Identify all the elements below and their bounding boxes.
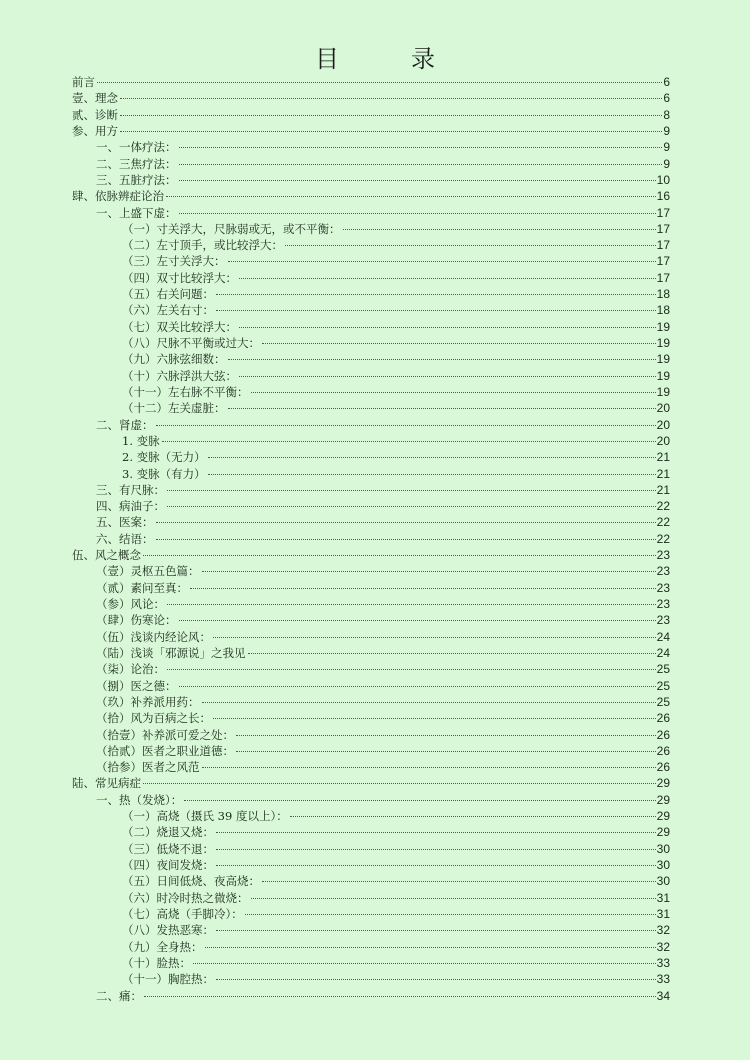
toc-entry-page-number: 19 [656,384,670,399]
toc-entry-page-number: 25 [656,678,670,693]
toc-entry-page-number: 22 [656,515,670,530]
toc-entry-page-number: 23 [656,548,670,563]
toc-entry-page-number: 6 [663,91,670,106]
toc-entry[interactable] [72,221,670,237]
toc-entry-page-number: 31 [656,890,670,905]
dot-leader [216,832,656,833]
toc-entry[interactable] [72,922,670,938]
toc-entry[interactable] [72,270,670,286]
toc-entry-label: 前言 [72,75,95,89]
dot-leader [236,751,656,752]
toc-entry[interactable] [72,237,670,253]
toc-entry[interactable] [72,449,670,465]
toc-entry-label: （十）六脉浮洪大弦： [122,368,237,383]
toc-entry-page-number: 30 [656,858,670,872]
toc-entry-label: （十）脸热： [122,955,191,970]
toc-entry-label: 六、结语： [96,531,154,546]
toc-entry-page-number: 26 [656,711,670,726]
toc-entry[interactable] [72,694,670,710]
toc-entry-page-number: 29 [656,792,670,807]
dot-leader [167,669,656,670]
dot-leader [216,294,656,295]
toc-entry-page-number: 32 [656,939,670,954]
dot-leader [179,686,656,687]
toc-entry-page-number: 10 [656,172,670,187]
toc-entry-label: （三）左寸关浮大： [122,254,226,269]
toc-entry-label: （柒）论治： [96,662,165,677]
dot-leader [193,963,656,964]
toc-entry[interactable] [72,531,670,547]
toc-entry-page-number: 33 [656,955,670,970]
dot-leader [239,376,656,377]
toc-entry-page-number: 19 [656,368,670,383]
toc-entry-label: （拾壹）补养派可爱之处： [96,727,234,742]
toc-entry-page-number: 9 [663,123,670,138]
toc-entry-page-number: 25 [656,694,670,709]
toc-entry[interactable] [72,824,670,840]
dot-leader [245,914,656,915]
toc-entry-page-number: 29 [656,809,670,824]
dot-leader [228,359,656,360]
toc-entry-label: 1. 变脉 [122,433,160,448]
toc-entry-label: （二）左寸顶手，或比较浮大： [122,238,283,253]
toc-entry[interactable] [72,873,670,889]
toc-entry[interactable] [72,384,670,400]
toc-entry[interactable] [72,514,670,530]
toc-entry-page-number: 22 [656,499,670,514]
toc-entry-page-number: 29 [656,825,670,840]
toc-entry-page-number: 23 [656,597,670,611]
toc-entry[interactable] [72,775,670,791]
toc-entry-page-number: 17 [656,238,670,253]
toc-entry[interactable] [72,433,670,449]
toc-entry-label: （一）寸关浮大，尺脉弱或无，或不平衡： [122,221,341,236]
toc-entry-label: （陆）浅谈「邪源说」之我见 [96,645,246,660]
toc-entry-label: （壹）灵枢五色篇： [96,564,200,579]
toc-entry[interactable] [72,612,670,628]
dot-leader [179,620,656,621]
dot-leader [251,898,656,899]
toc-entry[interactable] [72,890,670,906]
toc-entry-label: 一、热（发烧）： [96,792,183,807]
toc-entry[interactable] [72,368,670,384]
toc-entry[interactable] [72,645,670,661]
dot-leader [190,588,656,589]
toc-entry-label: （五）右关问题： [122,287,214,302]
dot-leader [179,213,656,214]
toc-entry[interactable] [72,841,670,857]
dot-leader [162,441,656,442]
toc-entry-label: （五）日间低烧、夜高烧： [122,874,260,889]
toc-entry-page-number: 26 [656,760,670,775]
toc-entry[interactable] [72,857,670,873]
dot-leader [208,474,656,475]
dot-leader [167,506,656,507]
toc-entry-label: 肆、依脉辨症论治 [72,189,164,204]
dot-leader [120,131,662,132]
toc-entry-page-number: 18 [656,303,670,318]
dot-leader [228,408,656,409]
dot-leader [143,555,656,556]
toc-entry[interactable] [72,563,670,579]
dot-leader [239,278,656,279]
toc-entry-page-number: 20 [656,401,670,416]
dot-leader [239,327,656,328]
toc-entry[interactable] [72,596,670,612]
toc-entry[interactable] [72,286,670,302]
toc-entry[interactable] [72,792,670,808]
dot-leader [179,164,663,165]
toc-entry-label: （一）高烧（摄氏 39 度以上）： [122,809,288,824]
toc-entry-label: 伍、风之概念 [72,548,141,563]
toc-entry-page-number: 17 [656,205,670,220]
toc-entry[interactable] [72,547,670,563]
toc-entry-label: （拾）风为百病之长： [96,711,211,726]
toc-entry-page-number: 29 [656,776,670,791]
dot-leader [216,849,656,850]
toc-entry[interactable] [72,123,670,139]
dot-leader [184,800,655,801]
toc-entry[interactable] [72,955,670,971]
toc-entry-page-number: 32 [656,923,670,938]
toc-entry-label: （九）六脉弦细数： [122,352,226,367]
toc-entry[interactable] [72,400,670,416]
toc-entry-label: 一、一体疗法： [96,140,177,155]
toc-entry-label: （九）全身热： [122,939,203,954]
toc-entry[interactable] [72,710,670,726]
toc-entry-label: 3. 变脉（有力） [122,466,206,481]
dot-leader [213,637,656,638]
toc-entry-page-number: 9 [663,156,670,171]
toc-entry-page-number: 6 [663,75,670,89]
toc-entry[interactable] [72,743,670,759]
toc-entry-page-number: 9 [663,140,670,155]
toc-entry-label: 二、痛： [96,988,142,1003]
dot-leader [179,147,663,148]
dot-leader [216,310,656,311]
toc-entry-page-number: 19 [656,319,670,334]
dot-leader [216,979,656,980]
dot-leader [343,229,656,230]
toc-entry-label: （伍）浅谈内经论风： [96,629,211,644]
toc-entry[interactable] [72,335,670,351]
toc-entry[interactable] [72,939,670,955]
toc-entry-label: （拾贰）医者之职业道德： [96,743,234,758]
dot-leader [213,718,656,719]
toc-entry-label: （拾参）医者之风范 [96,760,200,775]
toc-entry[interactable] [72,466,670,482]
toc-entry-label: 二、三焦疗法： [96,156,177,171]
toc-entry-page-number: 17 [656,254,670,269]
dot-leader [120,115,662,116]
toc-entry-label: 三、有尺脉： [96,482,165,497]
toc-entry-label: （三）低烧不退： [122,841,214,856]
toc-entry-label: 五、医案： [96,515,154,530]
toc-entry-label: （七）高烧（手脚冷）： [122,906,243,921]
toc-entry-page-number: 21 [656,466,670,481]
dot-leader [166,196,656,197]
toc-entry[interactable] [72,678,670,694]
toc-entry[interactable] [72,107,670,123]
toc-entry[interactable] [72,906,670,922]
dot-leader [236,735,656,736]
toc-entry-page-number: 21 [656,482,670,497]
dot-leader [251,392,656,393]
toc-entry[interactable] [72,759,670,775]
toc-entry-page-number: 17 [656,270,670,285]
toc-entry[interactable] [72,971,670,987]
toc-entry-label: （四）夜间发烧： [122,858,214,872]
toc-entry-page-number: 17 [656,221,670,236]
toc-entry-page-number: 24 [656,629,670,644]
toc-entry[interactable] [72,188,670,204]
toc-entry[interactable] [72,580,670,596]
dot-leader [290,816,656,817]
toc-entry[interactable] [72,351,670,367]
toc-entry[interactable] [72,205,670,221]
dot-leader [144,996,656,997]
toc-entry-label: 壹、理念 [72,91,118,106]
dot-leader [216,865,656,866]
toc-entry-label: 四、病油子： [96,499,165,514]
toc-entry[interactable] [72,90,670,106]
dot-leader [202,767,656,768]
dot-leader [248,653,656,654]
toc-entry-label: 陆、常见病症 [72,776,141,791]
dot-leader [228,261,656,262]
toc-entry-page-number: 20 [656,433,670,448]
toc-entry-page-number: 25 [656,662,670,677]
dot-leader [143,783,656,784]
toc-entry-label: 2. 变脉（无力） [122,450,206,465]
toc-entry-label: 一、上盛下虚： [96,205,177,220]
toc-entry[interactable] [72,417,670,433]
toc-entry-page-number: 23 [656,580,670,595]
toc-entry-label: 三、五脏疗法： [96,172,177,187]
toc-entry-page-number: 30 [656,841,670,856]
toc-entry-page-number: 18 [656,287,670,302]
dot-leader [202,571,656,572]
dot-leader [167,604,656,605]
toc-entry-page-number: 23 [656,564,670,579]
dot-leader [156,522,656,523]
dot-leader [156,539,656,540]
toc-entry[interactable] [72,808,670,824]
dot-leader [285,245,656,246]
toc-entry-label: （参）风论： [96,597,165,611]
toc-entry-page-number: 8 [663,107,670,122]
toc-entry-page-number: 34 [656,988,670,1003]
toc-entry[interactable] [72,172,670,188]
dot-leader [208,457,656,458]
dot-leader [202,702,656,703]
toc-entry-page-number: 21 [656,450,670,465]
toc-entry-label: （六）时冷时热之微烧： [122,890,249,905]
toc-entry[interactable] [72,629,670,645]
toc-entry-page-number: 26 [656,743,670,758]
dot-leader [97,82,662,83]
toc-entry-label: （十一）左右脉不平衡： [122,384,249,399]
dot-leader [167,490,656,491]
toc-entry[interactable] [72,253,670,269]
toc-entry[interactable] [72,74,670,90]
toc-entry-page-number: 30 [656,874,670,889]
toc-entry-label: （六）左关右寸： [122,303,214,318]
dot-leader [179,180,656,181]
toc-entry-page-number: 16 [656,189,670,204]
toc-entry-label: （七）双关比较浮大： [122,319,237,334]
dot-leader [205,947,656,948]
toc-entry-label: 参、用方 [72,123,118,138]
dot-leader [120,98,662,99]
toc-entry-page-number: 20 [656,417,670,432]
toc-entry-label: （八）发热恶寒： [122,923,214,938]
toc-entry-page-number: 23 [656,613,670,628]
dot-leader [262,881,656,882]
toc-entry[interactable] [72,139,670,155]
toc-entry-label: 二、肾虚： [96,417,154,432]
toc-entry-label: （十二）左关虚脏： [122,401,226,416]
toc-entry-page-number: 22 [656,531,670,546]
toc-entry[interactable] [72,988,670,1004]
toc-entry-label: （玖）补养派用药： [96,694,200,709]
toc-entry-label: （二）烧退又烧： [122,825,214,840]
toc-entry-label: （十一）胸腔热： [122,972,214,987]
toc-entry-label: （四）双寸比较浮大： [122,270,237,285]
toc-entry[interactable] [72,727,670,743]
toc-entry-label: （八）尺脉不平衡或过大： [122,336,260,350]
toc-entry-label: 贰、诊断 [72,107,118,122]
toc-entry-page-number: 26 [656,727,670,742]
toc-entry-page-number: 33 [656,972,670,987]
toc-entry-label: （肆）伤寒论： [96,613,177,628]
toc-entry[interactable] [72,498,670,514]
dot-leader [156,425,656,426]
toc-entry-label: （捌）医之德： [96,678,177,693]
toc-entry[interactable] [72,661,670,677]
toc-entry-page-number: 19 [656,352,670,367]
dot-leader [216,930,656,931]
table-of-contents [72,74,670,1004]
toc-entry[interactable] [72,156,670,172]
toc-entry[interactable] [72,319,670,335]
toc-entry-page-number: 19 [656,336,670,350]
page-title: 目 录 [315,45,459,73]
toc-entry[interactable] [72,302,670,318]
toc-entry[interactable] [72,482,670,498]
toc-entry-label: （贰）素问至真： [96,580,188,595]
toc-entry-page-number: 24 [656,645,670,660]
toc-entry-page-number: 31 [656,906,670,921]
dot-leader [262,343,656,344]
